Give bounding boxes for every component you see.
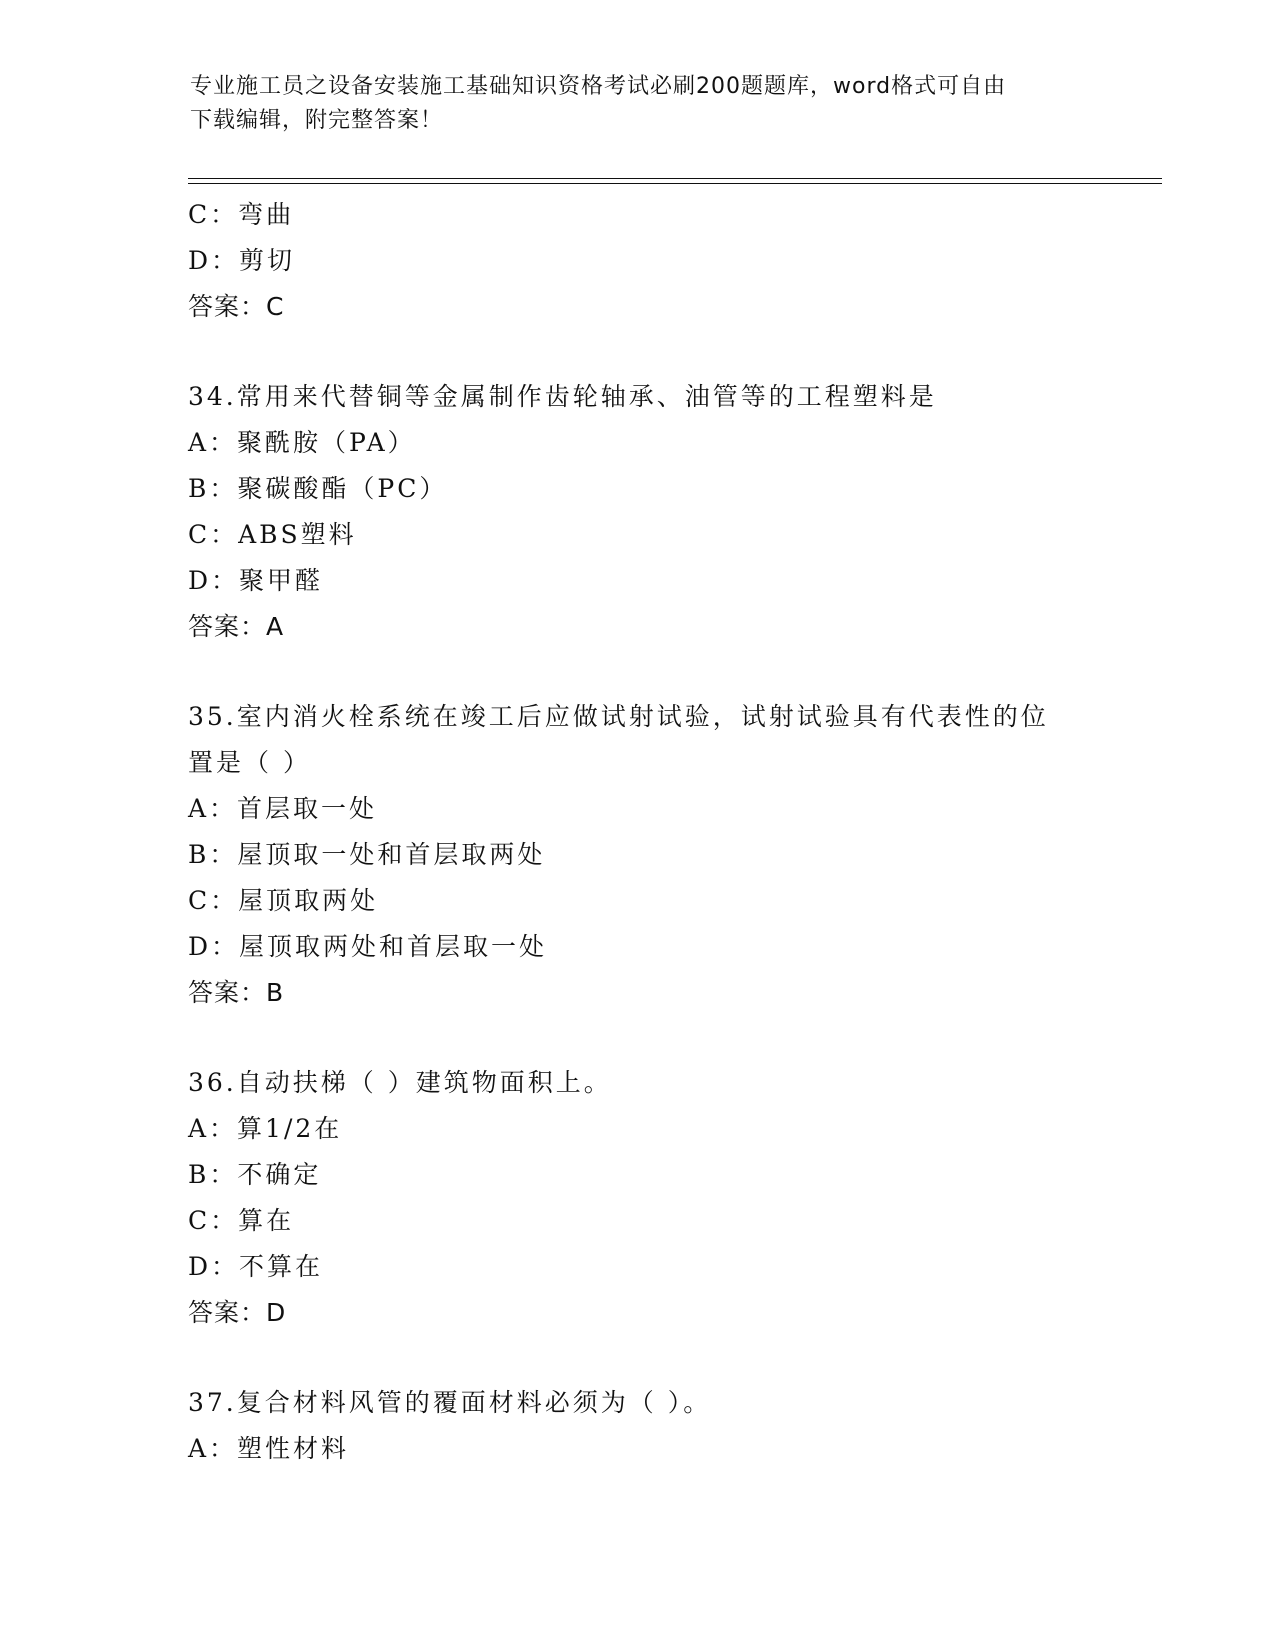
option-a: A：聚酰胺（PA）: [188, 428, 416, 457]
answer-line: 答案：B: [188, 978, 285, 1007]
option-d: D：屋顶取两处和首层取一处: [188, 932, 548, 961]
option-d: D：聚甲醛: [188, 566, 324, 595]
option-c: C：屋顶取两处: [188, 886, 379, 915]
question-stem-line-2: 置是（ ）: [188, 748, 311, 777]
document-header: [190, 70, 1090, 138]
question-stem: 34.常用来代替铜等金属制作齿轮轴承、油管等的工程塑料是: [188, 382, 937, 411]
question-list: [188, 192, 1148, 1472]
option-a: A：首层取一处: [188, 794, 378, 823]
question-fragment: [188, 192, 1148, 330]
question-37: [188, 1380, 1148, 1472]
option-c: C：ABS塑料: [188, 520, 357, 549]
question-35: [188, 694, 1148, 1016]
spacer: [188, 1336, 1148, 1380]
header-title-line-2: 下载编辑，附完整答案！: [190, 108, 444, 133]
spacer: [188, 330, 1148, 374]
option-d: D：剪切: [188, 246, 296, 275]
option-b: B：聚碳酸酯（PC）: [188, 474, 448, 503]
question-stem-line-1: 35.室内消火栓系统在竣工后应做试射试验，试射试验具有代表性的位: [188, 702, 1049, 731]
question-stem: 37.复合材料风管的覆面材料必须为（ ）。: [188, 1388, 712, 1417]
answer-line: 答案：C: [188, 292, 285, 321]
option-c: C：算在: [188, 1206, 295, 1235]
question-36: [188, 1060, 1148, 1336]
option-b: B：屋顶取一处和首层取两处: [188, 840, 546, 869]
option-b: B：不确定: [188, 1160, 322, 1189]
option-a: A：算1/2在: [188, 1114, 343, 1143]
spacer: [188, 1016, 1148, 1060]
question-34: [188, 374, 1148, 650]
option-a: A：塑性材料: [188, 1434, 350, 1463]
spacer: [188, 650, 1148, 694]
header-divider: [188, 178, 1162, 184]
option-c: C：弯曲: [188, 200, 295, 229]
answer-line: 答案：A: [188, 612, 285, 641]
option-d: D：不算在: [188, 1252, 324, 1281]
header-title-line-1: 专业施工员之设备安装施工基础知识资格考试必刷200题题库，word格式可自由: [190, 74, 1007, 99]
answer-line: 答案：D: [188, 1298, 287, 1327]
question-stem: 36.自动扶梯（ ）建筑物面积上。: [188, 1068, 612, 1097]
